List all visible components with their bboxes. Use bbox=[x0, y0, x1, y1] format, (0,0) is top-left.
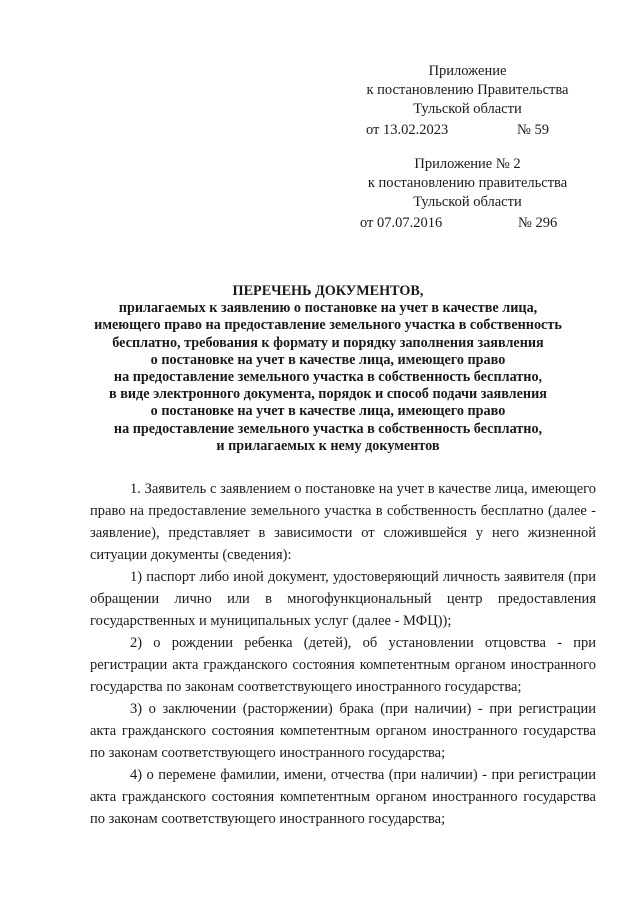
appendix-2-date: от 07.07.2016 bbox=[360, 215, 443, 231]
body-paragraph: 4) о перемене фамилии, имени, отчества (при наличии) - при регистрации акта гражданского состояния компетентным органом иностранного государства по законам соответствующего иностранного государства; bbox=[90, 767, 596, 827]
appendix-1-block bbox=[355, 62, 580, 119]
appendix-2-number: № 296 bbox=[518, 215, 558, 231]
appendix-1-date: от 13.02.2023 bbox=[366, 122, 449, 138]
appendix-1-line: Тульской области bbox=[413, 101, 522, 117]
body-paragraph: 1) паспорт либо иной документ, удостоверяющий личность заявителя (при обращении лично или в многофункциональный центр предоставления государственных и муниципальных услуг (далее - МФЦ)); bbox=[90, 569, 596, 629]
title-line: имеющего право на предоставление земельного участка в собственность bbox=[94, 317, 562, 334]
title-line: и прилагаемых к нему документов bbox=[216, 437, 440, 454]
title-line: о постановке на учет в качестве лица, имеющего право bbox=[150, 351, 506, 368]
appendix-2-block bbox=[350, 155, 585, 212]
appendix-1-line: к постановлению Правительства bbox=[366, 82, 569, 98]
body-paragraph: 3) о заключении (расторжении) брака (при наличии) - при регистрации акта гражданского состояния компетентным органом иностранного государства по законам соответствующего иностранного государства; bbox=[90, 701, 596, 761]
title-line: в виде электронного документа, порядок и способ подачи заявления bbox=[109, 386, 547, 403]
title-line: о постановке на учет в качестве лица, имеющего право bbox=[150, 403, 506, 420]
document-title bbox=[78, 283, 578, 455]
appendix-1-number: № 59 bbox=[517, 122, 549, 138]
appendix-2-line: Приложение № 2 bbox=[414, 156, 521, 172]
document-body bbox=[90, 478, 596, 830]
title-line: ПЕРЕЧЕНЬ ДОКУМЕНТОВ, bbox=[232, 283, 424, 299]
title-line: бесплатно, требования к формату и порядку заполнения заявления bbox=[112, 334, 544, 351]
title-line: прилагаемых к заявлению о постановке на учет в качестве лица, bbox=[118, 300, 538, 317]
body-paragraph: 1. Заявитель с заявлением о постановке на учет в качестве лица, имеющего право на предоставление земельного участка в собственность бесплатно (далее - заявление), представляет в зависимости от сложившейся у него жизненной ситуации документы (сведения): bbox=[90, 481, 596, 563]
title-line: на предоставление земельного участка в собственность бесплатно, bbox=[113, 420, 543, 437]
appendix-2-line: Тульской области bbox=[413, 194, 522, 210]
title-line: на предоставление земельного участка в собственность бесплатно, bbox=[113, 369, 543, 386]
appendix-1-line: Приложение bbox=[428, 63, 507, 79]
appendix-2-line: к постановлению правительства bbox=[367, 175, 568, 191]
body-paragraph: 2) о рождении ребенка (детей), об установлении отцовства - при регистрации акта гражданского состояния компетентным органом иностранного государства по законам соответствующего иностранного государства; bbox=[90, 635, 596, 695]
